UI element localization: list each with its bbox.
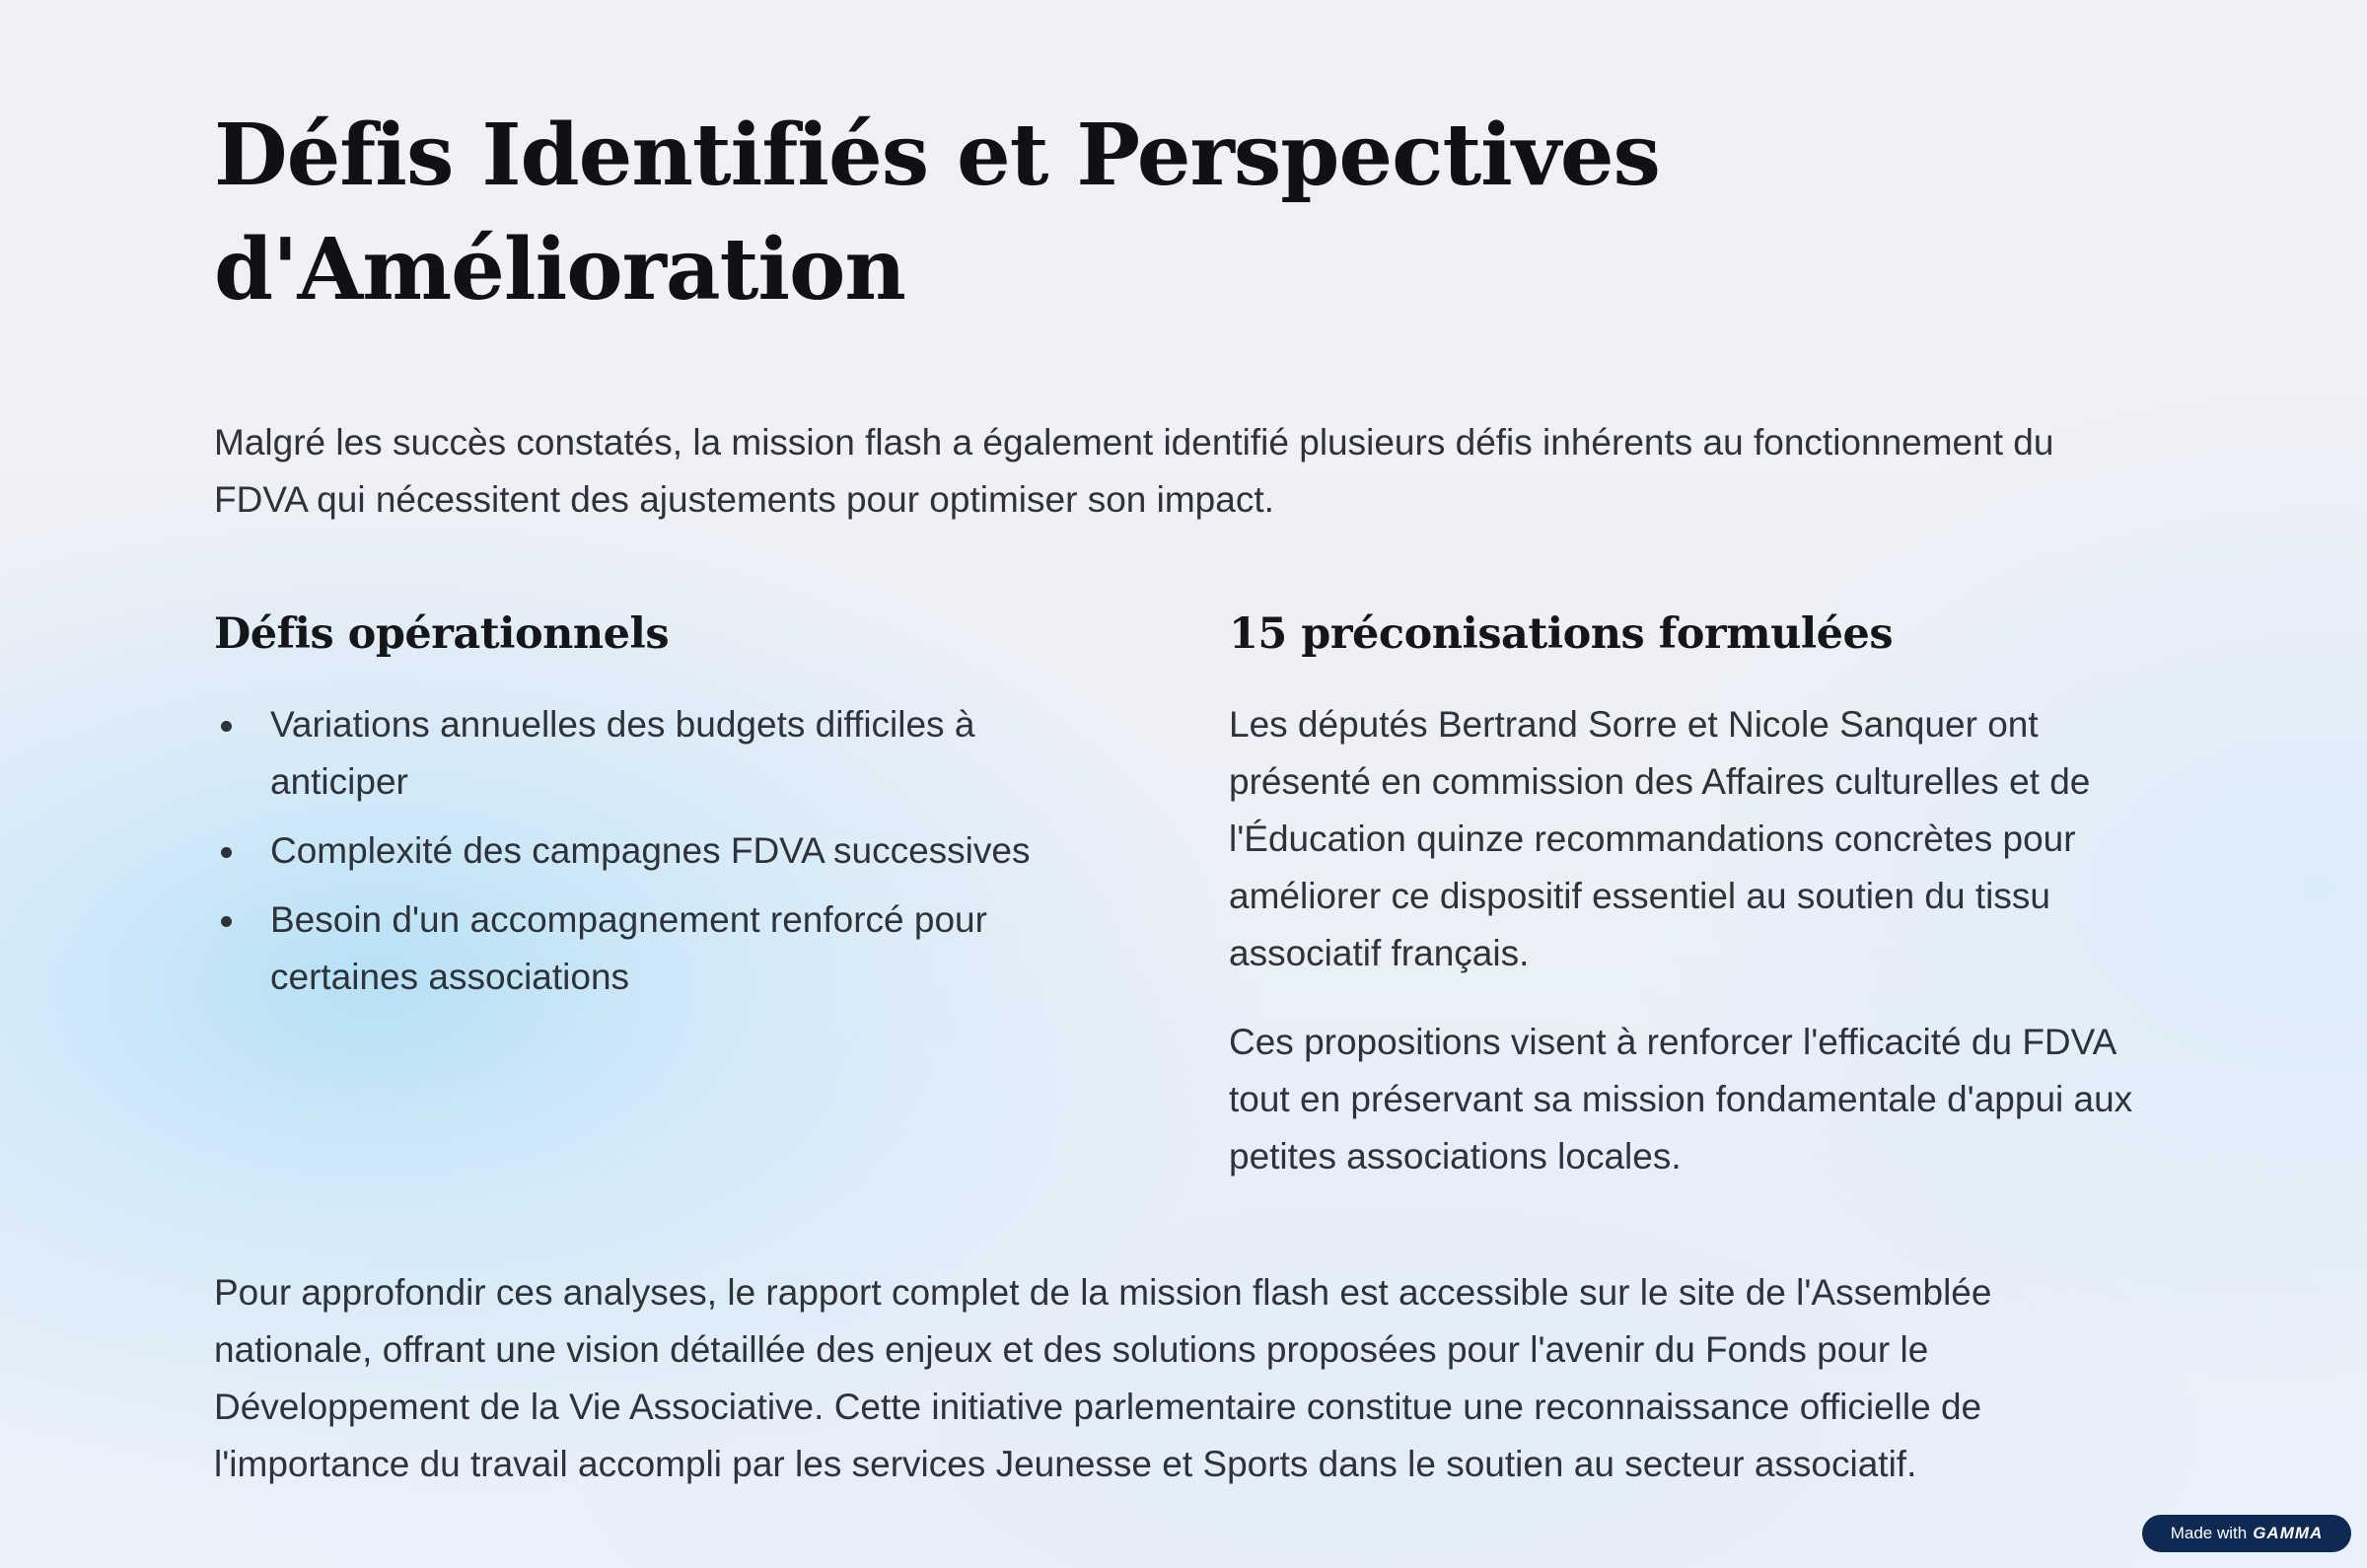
badge-prefix: Made with <box>2170 1524 2248 1542</box>
list-item <box>214 822 1082 880</box>
bullet-icon <box>221 916 232 927</box>
right-column <box>1229 607 2146 1217</box>
list-item <box>214 696 1082 811</box>
slide-content <box>214 99 2147 1493</box>
list-item <box>214 891 1082 1006</box>
two-column-section <box>214 607 2147 1217</box>
objectives-paragraph: Ces propositions visent à renforcer l'efficacité du FDVA tout en préservant sa mission fondamentale d'appui aux petites associations locales. <box>1229 1022 2133 1176</box>
challenges-list <box>214 696 1082 1006</box>
left-column <box>214 607 1229 1217</box>
page-title: Défis Identifiés et Perspectives d'Amélioration <box>214 106 1660 320</box>
intro-paragraph: Malgré les succès constatés, la mission flash a également identifié plusieurs défis inhérents au fonctionnement du FDVA qui nécessitent des ajustements pour optimiser son impact. <box>214 422 2054 520</box>
closing-paragraph: Pour approfondir ces analyses, le rapport complet de la mission flash est accessible sur le site de l'Assemblée nationale, offrant une vision détaillée des enjeux et des solutions proposées pour l'avenir du Fonds pour le Développement de la Vie Associative. Cette initiative parlementaire constitue une reconnaissance officielle de l'importance du travail accompli par les services Jeunesse et Sports dans le soutien au secteur associatif. <box>214 1272 1992 1484</box>
gamma-logo: GAMMA <box>2253 1524 2324 1542</box>
list-item-text: Complexité des campagnes FDVA successives <box>270 830 1031 871</box>
left-column-heading: Défis opérationnels <box>214 609 670 659</box>
made-with-gamma-badge[interactable] <box>2142 1515 2351 1552</box>
right-column-heading: 15 préconisations formulées <box>1229 609 1894 659</box>
bullet-icon <box>221 721 232 732</box>
list-item-text: Variations annuelles des budgets difficiles à anticiper <box>270 704 975 802</box>
list-item-text: Besoin d'un accompagnement renforcé pour certaines associations <box>270 899 987 997</box>
recommendations-paragraph: Les députés Bertrand Sorre et Nicole Sanquer ont présenté en commission des Affaires culturelles et de l'Éducation quinze recommandations concrètes pour améliorer ce dispositif essentiel au soutien du tissu associatif français. <box>1229 704 2091 973</box>
bullet-icon <box>221 847 232 858</box>
